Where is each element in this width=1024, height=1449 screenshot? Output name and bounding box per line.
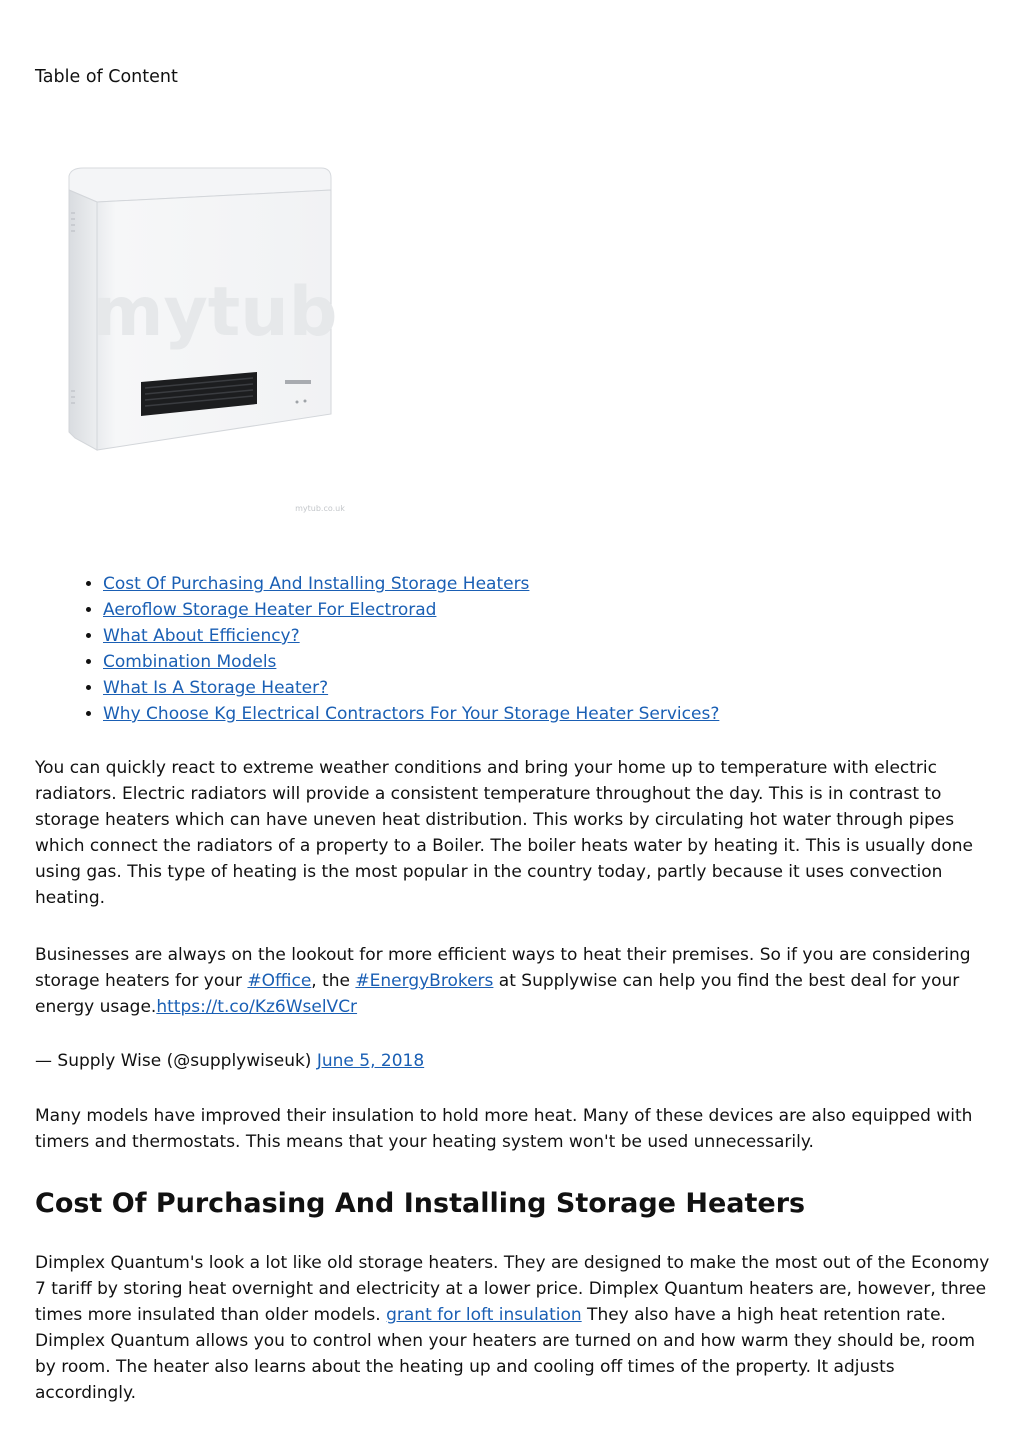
hashtag-office-link[interactable]: #Office (247, 971, 312, 991)
toc-list (85, 571, 719, 727)
tweet-paragraph (35, 942, 990, 1020)
watermark-logo: mytub (92, 273, 338, 352)
tweet-author: — Supply Wise (@supplywiseuk) (35, 1051, 317, 1071)
toc-link-what-is[interactable]: What Is A Storage Heater? (103, 678, 329, 698)
section-heading-cost: Cost Of Purchasing And Installing Storage Heaters (35, 1188, 806, 1219)
tweet-attribution (35, 1048, 990, 1074)
loft-insulation-link[interactable]: grant for loft insulation (386, 1305, 582, 1325)
hashtag-energybrokers-link[interactable]: #EnergyBrokers (355, 971, 494, 991)
toc-link-cost[interactable]: Cost Of Purchasing And Installing Storage Heaters (103, 574, 530, 594)
storage-heater-image (35, 120, 360, 540)
image-caption: mytub.co.uk (295, 504, 345, 513)
storage-heater-product-image (35, 120, 360, 540)
toc-item (103, 597, 719, 623)
cost-text: Dimplex Quantum's look a lot like old storage heaters. They are designed to make the most out of the Economy 7 tariff by storing heat overnight and electricity at a lower price. Dimplex Quantum heaters are, however, three times more insulated than older models. (35, 1253, 990, 1325)
toc-item (103, 675, 719, 701)
toc-link-combination[interactable]: Combination Models (103, 652, 277, 672)
toc-item (103, 623, 719, 649)
toc-link-efficiency[interactable]: What About Efficiency? (103, 626, 300, 646)
tweet-text: Businesses are always on the lookout for more efficient ways to heat their premises. So if you are considering storage heaters for your (35, 945, 971, 991)
tweet-date-link[interactable]: June 5, 2018 (316, 1051, 425, 1071)
toc-item (103, 571, 719, 597)
cost-paragraph (35, 1250, 990, 1406)
toc-link-aeroflow[interactable]: Aeroflow Storage Heater For Electrorad (103, 600, 437, 620)
intro-paragraph: You can quickly react to extreme weather conditions and bring your home up to temperature with electric radiators. Electric radiators will provide a consistent temperature throughout the day. This is in contrast to storage heaters which can have uneven heat distribution. This works by circulating hot water through pipes which connect the radiators of a property to a Boiler. The boiler heats water by heating it. This is usually done using gas. This type of heating is the most popular in the country today, partly because it uses convection heating. (35, 758, 974, 908)
toc-link-why-choose[interactable]: Why Choose Kg Electrical Contractors For Your Storage Heater Services? (103, 704, 720, 724)
tweet-text: at Supplywise can help you find the best deal for your energy usage. (35, 971, 960, 1017)
toc-item (103, 701, 719, 727)
tweet-short-link[interactable]: https://t.co/Kz6WselVCr (156, 997, 358, 1017)
toc-item (103, 649, 719, 675)
models-paragraph: Many models have improved their insulation to hold more heat. Many of these devices are also equipped with timers and thermostats. This means that your heating system won't be used unnecessarily. (35, 1106, 973, 1152)
cost-text: They also have a high heat retention rate. Dimplex Quantum allows you to control when your heaters are turned on and how warm they should be, room by room. The heater also learns about the heating up and cooling off times of the property. It adjusts accordingly. (35, 1305, 976, 1403)
toc-title: Table of Content (35, 67, 178, 87)
tweet-text: , the (311, 971, 356, 991)
